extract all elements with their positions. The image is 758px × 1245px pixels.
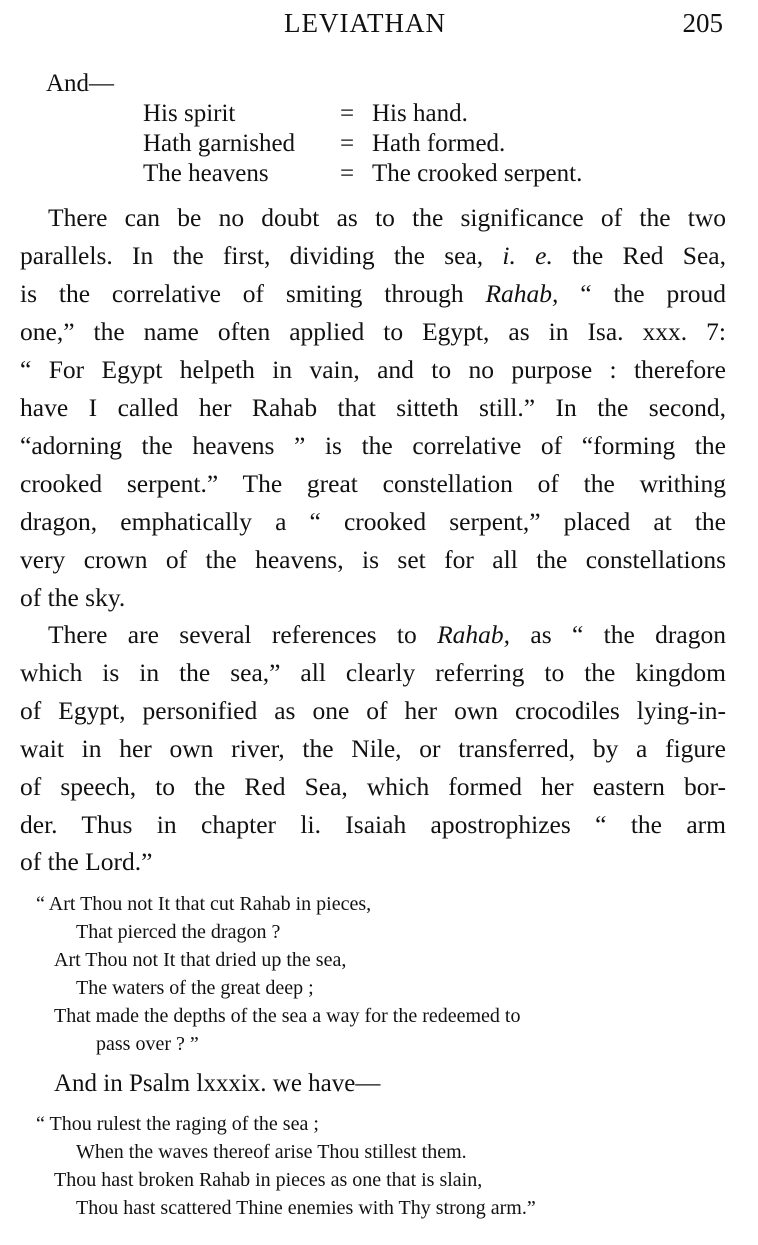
body-line: There are several references to Rahab, as “ the dragon	[48, 620, 726, 649]
parallel-equals: =	[340, 160, 355, 187]
body-line: have I called her Rahab that sitteth still.” In the second,	[20, 393, 726, 422]
quote-line: Thou hast scattered Thine enemies with Thy strong arm.”	[76, 1197, 536, 1219]
quote-line: Art Thou not It that dried up the sea,	[54, 949, 347, 971]
body-line: of Egypt, personified as one of her own crocodiles lying-in-	[20, 696, 726, 725]
quote-line: “ Art Thou not It that cut Rahab in pieces,	[36, 893, 372, 915]
quote-line: That pierced the dragon ?	[76, 921, 281, 943]
body-line: of the Lord.”	[20, 847, 153, 876]
parallel-right: His hand.	[372, 100, 468, 127]
body-line: which is in the sea,” all clearly referring to the kingdom	[20, 658, 726, 687]
body-line: very crown of the heavens, is set for all the constellations	[20, 545, 726, 574]
body-line: of speech, to the Red Sea, which formed her eastern bor-	[20, 772, 726, 801]
body-line: There can be no doubt as to the significance of the two	[48, 203, 726, 232]
body-line: one,” the name often applied to Egypt, as in Isa. xxx. 7:	[20, 317, 726, 346]
body-line: dragon, emphatically a “ crooked serpent,” placed at the	[20, 507, 726, 536]
running-header-title: LEVIATHAN	[284, 8, 446, 38]
body-line: of the sky.	[20, 583, 126, 612]
parallel-left: The heavens	[143, 160, 269, 187]
quote-line: Thou hast broken Rahab in pieces as one that is slain,	[54, 1169, 483, 1191]
quote-line: That made the depths of the sea a way for the redeemed to	[54, 1005, 521, 1027]
parallel-row	[143, 100, 468, 128]
body-line: parallels. In the first, dividing the sea, i. e. the Red Sea,	[20, 241, 726, 270]
parallel-equals: =	[340, 130, 355, 157]
psalm-intro: And in Psalm lxxxix. we have—	[54, 1070, 381, 1097]
intro-word: And—	[46, 70, 115, 97]
parallel-row	[143, 130, 505, 158]
quote-line: pass over ? ”	[96, 1033, 199, 1055]
parallel-row	[143, 160, 582, 188]
parallel-equals: =	[340, 100, 355, 127]
quote-line: When the waves thereof arise Thou stillest them.	[76, 1141, 467, 1163]
parallel-left: Hath garnished	[143, 130, 296, 157]
parallel-right: The crooked serpent.	[372, 160, 583, 187]
parallel-left: His spirit	[143, 100, 236, 127]
parallel-right: Hath formed.	[372, 130, 506, 157]
page-number: 205	[682, 8, 723, 38]
body-line: is the correlative of smiting through Rahab, “ the proud	[20, 279, 726, 308]
body-line: “adorning the heavens ” is the correlative of “forming the	[20, 431, 726, 460]
body-line: der. Thus in chapter li. Isaiah apostrophizes “ the arm	[20, 810, 726, 839]
quote-line: The waters of the great deep ;	[76, 977, 314, 999]
body-line: “ For Egypt helpeth in vain, and to no purpose : therefore	[20, 355, 726, 384]
body-line: crooked serpent.” The great constellation of the writhing	[20, 469, 726, 498]
quote-line: “ Thou rulest the raging of the sea ;	[36, 1113, 319, 1135]
body-line: wait in her own river, the Nile, or transferred, by a figure	[20, 734, 726, 763]
